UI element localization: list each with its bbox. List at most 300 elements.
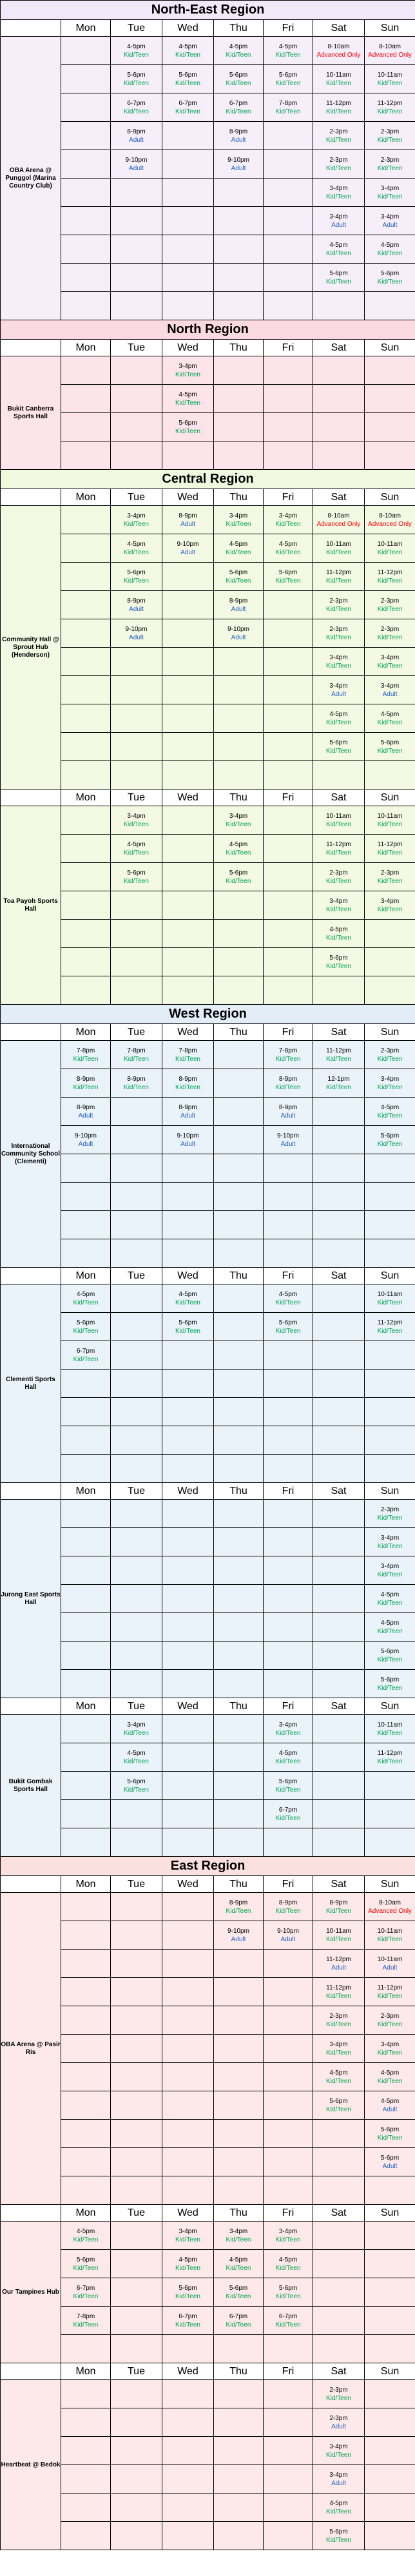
slot-cell xyxy=(111,1426,162,1455)
slot-cell xyxy=(264,1921,313,1950)
slot-cell xyxy=(264,413,313,441)
slot-level: Kid/Teen xyxy=(377,605,403,613)
slot-cell xyxy=(162,2148,214,2176)
slot-time: 4-5pm xyxy=(329,925,348,933)
slot-time: 6-7pm xyxy=(278,1806,298,1814)
slot-level: Kid/Teen xyxy=(275,51,301,59)
slot-time: 3-4pm xyxy=(380,654,400,661)
slot-cell xyxy=(162,179,214,207)
slot-level: Kid/Teen xyxy=(377,820,403,828)
day-header-sat: Sat xyxy=(313,1876,365,1893)
slot-cell xyxy=(264,2522,313,2550)
slot-time: 2-3pm xyxy=(380,128,400,135)
slot-level: Kid/Teen xyxy=(377,1656,403,1663)
day-header-wed: Wed xyxy=(162,2363,214,2380)
slot-cell xyxy=(365,1828,415,1857)
slot-level: Kid/Teen xyxy=(326,934,351,942)
slot-time: 11-12pm xyxy=(326,99,351,107)
slot-time: 5-6pm xyxy=(329,2097,348,2105)
schedule-row xyxy=(1,356,415,385)
slot-time: 2-3pm xyxy=(329,2414,348,2422)
schedule-row xyxy=(1,1921,415,1950)
slot-cell xyxy=(61,1950,111,1978)
slot-cell xyxy=(214,1154,264,1183)
slot-cell xyxy=(61,65,111,93)
day-header-wed: Wed xyxy=(162,340,214,356)
slot-cell xyxy=(61,264,111,292)
slot-level: Kid/Teen xyxy=(377,79,403,87)
slot-cell xyxy=(313,1341,365,1370)
slot-level: Kid/Teen xyxy=(377,719,403,726)
day-header-fri: Fri xyxy=(264,2205,313,2222)
slot-cell xyxy=(61,2494,111,2522)
slot-cell xyxy=(61,1828,111,1857)
slot-cell xyxy=(313,1455,365,1483)
slot-cell xyxy=(365,1154,415,1183)
slot-time: 6-7pm xyxy=(76,1347,95,1355)
slot-level: Adult xyxy=(280,1140,296,1148)
slot-time: 3-4pm xyxy=(380,897,400,905)
slot-cell xyxy=(365,1370,415,1398)
slot-time: 5-6pm xyxy=(329,739,348,746)
slot-time: 10-11am xyxy=(326,540,351,548)
day-header-sun: Sun xyxy=(365,1268,415,1284)
slot-cell xyxy=(162,1069,214,1098)
slot-cell xyxy=(162,1211,214,1239)
schedule-row xyxy=(1,413,415,441)
slot-cell xyxy=(61,2522,111,2550)
slot-cell xyxy=(162,1800,214,1828)
schedule-row xyxy=(1,2120,415,2148)
slot-cell xyxy=(111,1893,162,1921)
slot-level: Adult xyxy=(382,221,398,229)
slot-cell xyxy=(162,920,214,948)
slot-cell xyxy=(111,1978,162,2006)
day-header-row xyxy=(1,1698,415,1715)
slot-time: 2-3pm xyxy=(380,156,400,164)
slot-cell xyxy=(61,1098,111,1126)
slot-level: Kid/Teen xyxy=(377,849,403,857)
slot-cell xyxy=(111,1183,162,1211)
day-header-blank xyxy=(1,1268,61,1284)
slot-cell xyxy=(214,891,264,920)
slot-time: 5-6pm xyxy=(380,2154,400,2162)
slot-cell xyxy=(111,2091,162,2120)
slot-cell xyxy=(264,2063,313,2091)
slot-cell xyxy=(111,704,162,733)
day-header-blank xyxy=(1,2363,61,2380)
slot-time: 8-9pm xyxy=(179,1103,197,1111)
venue-name: Heartbeat @ Bedok xyxy=(1,2380,61,2550)
slot-cell xyxy=(365,1313,415,1341)
slot-time: 4-5pm xyxy=(380,2097,400,2105)
slot-cell xyxy=(264,704,313,733)
slot-cell xyxy=(111,1528,162,1556)
slot-time: 4-5pm xyxy=(278,1749,298,1757)
slot-cell xyxy=(214,1978,264,2006)
slot-time: 8-10am xyxy=(379,1899,401,1906)
slot-cell xyxy=(162,1239,214,1268)
slot-level: Kid/Teen xyxy=(326,1992,351,2000)
slot-cell xyxy=(61,1978,111,2006)
slot-time: 10-11am xyxy=(326,71,351,79)
slot-time: 10-11am xyxy=(326,812,351,820)
slot-cell xyxy=(162,1126,214,1154)
slot-level: Kid/Teen xyxy=(377,1514,403,1522)
slot-level: Kid/Teen xyxy=(226,2264,251,2272)
slot-time: 3-4pm xyxy=(127,512,146,519)
slot-time: 6-7pm xyxy=(76,2284,95,2292)
slot-time: 8-9pm xyxy=(76,1075,95,1083)
slot-level: Kid/Teen xyxy=(326,2536,351,2544)
slot-cell xyxy=(111,2465,162,2494)
slot-cell xyxy=(111,1341,162,1370)
day-header-tue: Tue xyxy=(111,789,162,806)
slot-level: Kid/Teen xyxy=(73,2236,99,2243)
schedule-row xyxy=(1,1800,415,1828)
slot-level: Adult xyxy=(78,1140,93,1148)
slot-cell xyxy=(313,93,365,122)
day-header-row xyxy=(1,20,415,37)
schedule-row xyxy=(1,1585,415,1613)
slot-cell xyxy=(111,2120,162,2148)
slot-time: 2-3pm xyxy=(380,597,400,605)
schedule-row xyxy=(1,150,415,179)
slot-level: Adult xyxy=(331,1964,346,1971)
slot-level: Adult xyxy=(231,164,246,172)
slot-cell xyxy=(365,2091,415,2120)
slot-cell xyxy=(162,1528,214,1556)
slot-cell xyxy=(264,441,313,470)
slot-time: 4-5pm xyxy=(229,540,248,548)
slot-cell xyxy=(313,1069,365,1098)
day-header-fri: Fri xyxy=(264,1483,313,1500)
day-header-wed: Wed xyxy=(162,20,214,37)
slot-cell xyxy=(365,976,415,1005)
slot-level: Kid/Teen xyxy=(275,1083,301,1091)
slot-level: Kid/Teen xyxy=(275,1327,301,1335)
slot-cell xyxy=(365,506,415,534)
slot-cell xyxy=(365,1500,415,1528)
day-header-mon: Mon xyxy=(61,1698,111,1715)
slot-cell xyxy=(162,534,214,563)
slot-cell xyxy=(111,37,162,65)
schedule-row xyxy=(1,2091,415,2120)
slot-cell xyxy=(214,1284,264,1313)
slot-level: Kid/Teen xyxy=(124,1786,149,1794)
schedule-row xyxy=(1,2250,415,2278)
slot-cell xyxy=(214,534,264,563)
slot-cell xyxy=(162,1772,214,1800)
schedule-row xyxy=(1,292,415,320)
day-header-sun: Sun xyxy=(365,1024,415,1041)
slot-cell xyxy=(162,292,214,320)
slot-level: Kid/Teen xyxy=(326,1907,351,1915)
slot-level: Kid/Teen xyxy=(377,1992,403,2000)
slot-cell xyxy=(162,1183,214,1211)
slot-cell xyxy=(313,1500,365,1528)
slot-cell xyxy=(111,2380,162,2408)
slot-time: 4-5pm xyxy=(278,2256,298,2263)
slot-time: 4-5pm xyxy=(278,43,298,50)
slot-time: 5-6pm xyxy=(278,2284,298,2292)
slot-level: Kid/Teen xyxy=(175,108,200,115)
slot-cell xyxy=(365,863,415,891)
slot-cell xyxy=(214,835,264,863)
day-header-sat: Sat xyxy=(313,1698,365,1715)
slot-level: Kid/Teen xyxy=(326,905,351,913)
slot-cell xyxy=(214,65,264,93)
region-title: East Region xyxy=(1,1857,415,1876)
slot-time: 3-4pm xyxy=(229,2227,248,2235)
slot-cell xyxy=(111,1455,162,1483)
slot-time: 10-11am xyxy=(377,1290,403,1298)
slot-cell xyxy=(111,2408,162,2437)
slot-cell xyxy=(162,2380,214,2408)
slot-cell xyxy=(264,93,313,122)
slot-level: Adult xyxy=(180,1112,195,1119)
slot-cell xyxy=(61,1126,111,1154)
slot-level: Kid/Teen xyxy=(275,2292,301,2300)
slot-level: Kid/Teen xyxy=(377,278,403,286)
slot-cell xyxy=(111,150,162,179)
day-header-blank xyxy=(1,1698,61,1715)
schedule-row xyxy=(1,1828,415,1857)
slot-cell xyxy=(162,506,214,534)
slot-cell xyxy=(61,506,111,534)
day-header-tue: Tue xyxy=(111,20,162,37)
slot-time: 2-3pm xyxy=(329,869,348,876)
slot-cell xyxy=(162,37,214,65)
slot-cell xyxy=(313,1528,365,1556)
slot-level: Kid/Teen xyxy=(326,1083,351,1091)
schedule-row xyxy=(1,2176,415,2205)
slot-level: Kid/Teen xyxy=(73,1327,99,1335)
slot-level: Kid/Teen xyxy=(275,2264,301,2272)
slot-cell xyxy=(61,1556,111,1585)
slot-cell xyxy=(264,2148,313,2176)
slot-cell xyxy=(365,1398,415,1426)
slot-cell xyxy=(162,648,214,676)
slot-cell xyxy=(111,676,162,704)
slot-cell xyxy=(61,563,111,591)
slot-cell xyxy=(313,835,365,863)
slot-cell xyxy=(365,1715,415,1743)
slot-cell xyxy=(264,385,313,413)
slot-time: 8-10am xyxy=(379,43,401,50)
slot-level: Kid/Teen xyxy=(377,577,403,585)
slot-cell xyxy=(313,891,365,920)
slot-cell xyxy=(264,591,313,619)
slot-cell xyxy=(264,1585,313,1613)
slot-cell xyxy=(264,1098,313,1126)
slot-cell xyxy=(365,2335,415,2363)
day-header-mon: Mon xyxy=(61,1024,111,1041)
slot-cell xyxy=(214,863,264,891)
slot-cell xyxy=(264,1556,313,1585)
slot-cell xyxy=(313,2465,365,2494)
slot-level: Kid/Teen xyxy=(326,193,351,200)
slot-cell xyxy=(162,806,214,835)
slot-time: 3-4pm xyxy=(329,2471,348,2479)
slot-cell xyxy=(214,563,264,591)
slot-cell xyxy=(111,1126,162,1154)
slot-cell xyxy=(61,179,111,207)
slot-cell xyxy=(61,122,111,150)
slot-time: 3-4pm xyxy=(380,184,400,192)
slot-level: Kid/Teen xyxy=(124,548,149,556)
slot-level: Adult xyxy=(231,605,246,613)
region-header-row xyxy=(1,1857,415,1876)
slot-time: 4-5pm xyxy=(179,1290,197,1298)
slot-level: Kid/Teen xyxy=(377,1729,403,1737)
slot-level: Kid/Teen xyxy=(326,164,351,172)
slot-cell xyxy=(264,1426,313,1455)
slot-level: Kid/Teen xyxy=(326,2508,351,2515)
slot-time: 7-8pm xyxy=(179,1047,197,1054)
day-header-wed: Wed xyxy=(162,789,214,806)
slot-cell xyxy=(61,356,111,385)
slot-time: 4-5pm xyxy=(329,241,348,249)
slot-cell xyxy=(214,2091,264,2120)
slot-cell xyxy=(264,2278,313,2307)
slot-cell xyxy=(313,264,365,292)
slot-cell xyxy=(111,2335,162,2363)
slot-time: 12-1pm xyxy=(327,1075,350,1083)
slot-cell xyxy=(111,179,162,207)
slot-cell xyxy=(313,2494,365,2522)
slot-cell xyxy=(214,2063,264,2091)
slot-cell xyxy=(365,806,415,835)
slot-cell xyxy=(214,2278,264,2307)
slot-cell xyxy=(111,1370,162,1398)
schedule-row xyxy=(1,235,415,264)
slot-cell xyxy=(313,1284,365,1313)
slot-cell xyxy=(365,1284,415,1313)
schedule-row xyxy=(1,2278,415,2307)
schedule-row xyxy=(1,1455,415,1483)
slot-time: 4-5pm xyxy=(179,2256,197,2263)
slot-time: 5-6pm xyxy=(179,1319,197,1326)
slot-cell xyxy=(214,2222,264,2250)
day-header-tue: Tue xyxy=(111,489,162,506)
schedule-row xyxy=(1,1670,415,1698)
slot-time: 4-5pm xyxy=(380,710,400,718)
slot-cell xyxy=(162,1500,214,1528)
slot-time: 5-6pm xyxy=(179,2284,197,2292)
slot-cell xyxy=(313,1613,365,1641)
slot-cell xyxy=(61,591,111,619)
day-header-mon: Mon xyxy=(61,2205,111,2222)
slot-time: 9-10pm xyxy=(277,1927,299,1935)
schedule-row xyxy=(1,920,415,948)
slot-time: 11-12pm xyxy=(377,840,403,848)
day-header-blank xyxy=(1,489,61,506)
slot-cell xyxy=(162,122,214,150)
slot-time: 11-12pm xyxy=(326,568,351,576)
slot-level: Kid/Teen xyxy=(124,877,149,885)
slot-cell xyxy=(61,1341,111,1370)
slot-time: 11-12pm xyxy=(326,1047,351,1054)
slot-level: Kid/Teen xyxy=(377,2077,403,2085)
day-header-fri: Fri xyxy=(264,1024,313,1041)
slot-time: 4-5pm xyxy=(278,1290,298,1298)
slot-cell xyxy=(111,1154,162,1183)
slot-cell xyxy=(365,534,415,563)
slot-cell xyxy=(214,1641,264,1670)
slot-level: Adult xyxy=(129,605,144,613)
slot-cell xyxy=(214,704,264,733)
schedule-row xyxy=(1,2222,415,2250)
slot-cell xyxy=(264,2307,313,2335)
day-header-wed: Wed xyxy=(162,1876,214,1893)
slot-cell xyxy=(365,292,415,320)
slot-level: Kid/Teen xyxy=(226,849,251,857)
schedule-row xyxy=(1,2063,415,2091)
slot-cell xyxy=(111,235,162,264)
slot-time: 11-12pm xyxy=(377,1749,403,1757)
slot-cell xyxy=(162,1641,214,1670)
schedule-row xyxy=(1,1641,415,1670)
slot-cell xyxy=(61,2035,111,2063)
slot-level: Advanced Only xyxy=(368,520,412,528)
slot-time: 5-6pm xyxy=(76,2256,95,2263)
slot-level: Kid/Teen xyxy=(275,79,301,87)
schedule-row xyxy=(1,2148,415,2176)
slot-level: Kid/Teen xyxy=(377,747,403,755)
schedule-row xyxy=(1,1978,415,2006)
slot-cell xyxy=(264,1183,313,1211)
schedule-row xyxy=(1,1370,415,1398)
slot-cell xyxy=(162,2222,214,2250)
slot-cell xyxy=(214,264,264,292)
slot-cell xyxy=(264,1069,313,1098)
venue-name: Bukit Canberra Sports Hall xyxy=(1,356,61,470)
slot-cell xyxy=(214,1041,264,1069)
slot-cell xyxy=(111,65,162,93)
slot-cell xyxy=(214,1715,264,1743)
slot-time: 4-5pm xyxy=(329,2499,348,2507)
schedule-row xyxy=(1,591,415,619)
slot-cell xyxy=(162,1715,214,1743)
schedule-row xyxy=(1,2006,415,2035)
region-title: West Region xyxy=(1,1005,415,1024)
slot-cell xyxy=(313,122,365,150)
venue-name: OBA Arena @ Pasir Ris xyxy=(1,1893,61,2205)
slot-cell xyxy=(111,1828,162,1857)
slot-time: 3-4pm xyxy=(329,654,348,661)
slot-time: 2-3pm xyxy=(329,597,348,605)
region-header-row xyxy=(1,320,415,340)
slot-time: 8-9pm xyxy=(229,597,248,605)
slot-cell xyxy=(162,976,214,1005)
slot-cell xyxy=(365,1772,415,1800)
schedule-row xyxy=(1,2035,415,2063)
slot-level: Adult xyxy=(129,164,144,172)
slot-time: 5-6pm xyxy=(127,568,146,576)
day-header-sun: Sun xyxy=(365,489,415,506)
day-header-sun: Sun xyxy=(365,1483,415,1500)
slot-time: 11-12pm xyxy=(326,840,351,848)
slot-level: Kid/Teen xyxy=(377,1684,403,1692)
slot-level: Kid/Teen xyxy=(377,1542,403,1550)
slot-cell xyxy=(264,235,313,264)
schedule-row xyxy=(1,2307,415,2335)
slot-cell xyxy=(111,1284,162,1313)
slot-level: Kid/Teen xyxy=(326,2049,351,2057)
slot-cell xyxy=(264,534,313,563)
slot-cell xyxy=(111,1211,162,1239)
